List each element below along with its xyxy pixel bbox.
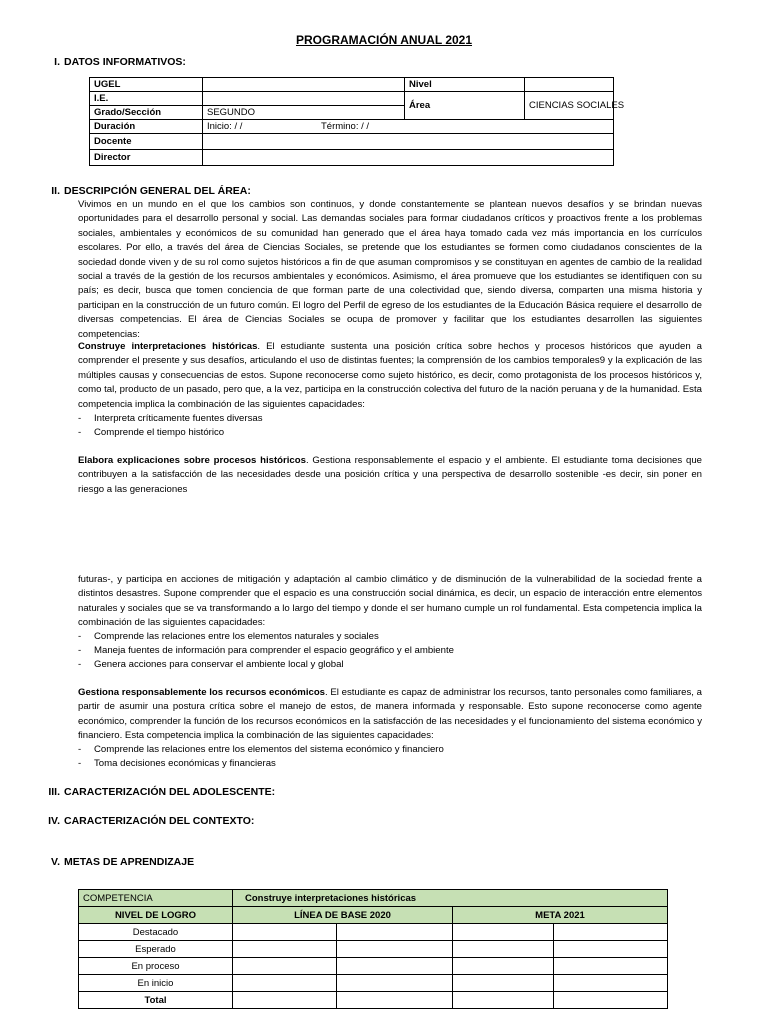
termino-date: Término: / / bbox=[321, 121, 370, 132]
section-2-heading: II. DESCRIPCIÓN GENERAL DEL ÁREA: bbox=[51, 185, 251, 197]
area-description-paragraph: Vivimos en un mundo en el que los cambios son continuos, y donde constantemente se plantean nuevos desafíos y se brindan nuevas oportunidades para el desarrollo personal y social. Las demandas sociales para formar ciudadanos críticos y proactivos frente a los problemas sociales, ambientales y económicos de su comunidad han generado que el área haya tomado cada vez más importancia en los currículos escolares. Por ello, a través del área de Ciencias Sociales, se pretende que los estudiantes se formen como ciudadanos conscientes de la sociedad donde viven y de su rol como sujetos históricos a fin de que asuman compromisos y se constituyan en agentes de cambio de la realidad social a través de la gestión de los recursos ambientales y económicos. Asimismo, el área promueve que los estudiantes se identifiquen con su país; es decir, busca que tomen conciencia de que forman parte de una colectividad que, siendo diversa, comparten una misma historia y participan en la construcción de un futuro común. El logro del Perfil de egreso de los estudiantes de la Educación Básica requiere el desarrollo de diversas competencias. El área de Ciencias Sociales se ocupa de promover y facilitar que los estudiantes desarrollen las siguientes competencias: bbox=[78, 199, 702, 340]
competency-2-text-a: . Gestiona responsablemente el espacio y el ambiente. El estudiante toma decisiones que contribuyen a la satisfacción de las necesidades desde una posición crítica y una perspectiva de desarrollo sostenible -es decir, sin poner en riesgo a las generaciones bbox=[78, 455, 703, 495]
duracion-value bbox=[203, 120, 614, 134]
competency-1-title: Construye interpretaciones históricas bbox=[78, 341, 258, 352]
competency-1-text: . El estudiante sustenta una posición crítica sobre hechos y procesos históricos que ayuden a comprender el presente y sus desafíos, articulando el uso de distintas fuentes; la comprensión de los cambios temporales9 y la explicación de las múltiples causas y consecuencias de estos. Supone reconocerse como sujeto histórico, es decir, como protagonista de los procesos históricos y, como tal, producto de un pasado, pero que, a la vez, participa en la construcción colectiva del futuro de la nación peruana y de la humanidad. Esta competencia implica la combinación de las siguientes capacidades: bbox=[78, 341, 702, 410]
ugel-value[interactable] bbox=[203, 78, 405, 92]
table-row: En inicio bbox=[79, 975, 668, 992]
capability-item: - Comprende las relaciones entre los elementos naturales y sociales bbox=[78, 631, 379, 642]
grado-value: SEGUNDO bbox=[203, 106, 405, 120]
ie-label: I.E. bbox=[90, 92, 203, 106]
competencia-value: Construye interpretaciones históricas bbox=[233, 890, 668, 907]
competency-2-paragraph-part-b: futuras-, y participa en acciones de mitigación y adaptación al cambio climático y de disminución de la vulnerabilidad de la sociedad frente a distintos desastres. Supone comprender que el espacio es una construcción social dinámica, es decir, un espacio de interacción entre elementos naturales y sociales que se va transformando a lo largo del tiempo y donde el ser humano cumple un rol fundamental. Esta competencia implica la combinación de las siguientes capacidades: bbox=[78, 574, 702, 629]
competency-1-paragraph bbox=[78, 340, 702, 412]
meta-header: META 2021 bbox=[453, 907, 668, 924]
nivel-label: Nivel bbox=[405, 78, 525, 92]
capability-item: - Comprende el tiempo histórico bbox=[78, 427, 225, 438]
competency-2-paragraph-part-a bbox=[78, 454, 702, 497]
ugel-label: UGEL bbox=[90, 78, 203, 92]
nivel-logro-header: NIVEL DE LOGRO bbox=[79, 907, 233, 924]
ie-value[interactable] bbox=[203, 92, 405, 106]
datos-informativos-table bbox=[89, 77, 625, 166]
inicio-date: Inicio: / / bbox=[207, 121, 243, 132]
grado-label: Grado/Sección bbox=[90, 106, 203, 120]
section-4-heading: IV. CARACTERIZACIÓN DEL CONTEXTO: bbox=[48, 815, 255, 827]
table-row: Total bbox=[79, 992, 668, 1009]
competency-3-title: Gestiona responsablemente los recursos económicos bbox=[78, 687, 326, 698]
competency-2-title: Elabora explicaciones sobre procesos históricos bbox=[78, 455, 306, 466]
area-label: Área bbox=[405, 92, 525, 120]
section-5-heading: V. METAS DE APRENDIZAJE bbox=[51, 856, 195, 868]
capability-item: - Comprende las relaciones entre los elementos del sistema económico y financiero bbox=[78, 744, 444, 755]
area-value: CIENCIAS SOCIALES bbox=[525, 92, 614, 120]
table-row: Destacado bbox=[79, 924, 668, 941]
nivel-value[interactable] bbox=[525, 78, 614, 92]
docente-label: Docente bbox=[90, 134, 203, 150]
docente-value[interactable] bbox=[203, 134, 614, 150]
section-1-heading: I. DATOS INFORMATIVOS: bbox=[54, 56, 186, 68]
table-row: En proceso bbox=[79, 958, 668, 975]
capability-item: - Maneja fuentes de información para comprender el espacio geográfico y el ambiente bbox=[78, 645, 454, 656]
capability-item: - Genera acciones para conservar el ambiente local y global bbox=[78, 659, 344, 670]
competencia-label: COMPETENCIA bbox=[79, 890, 233, 907]
director-value[interactable] bbox=[203, 150, 614, 166]
director-label: Director bbox=[90, 150, 203, 166]
table-row: Esperado bbox=[79, 941, 668, 958]
metas-aprendizaje-table bbox=[78, 889, 668, 1009]
duracion-label: Duración bbox=[90, 120, 203, 134]
capability-item: - Interpreta críticamente fuentes diversas bbox=[78, 413, 263, 424]
competency-3-text: . El estudiante es capaz de administrar los recursos, tanto personales como familiares, a partir de asumir una postura crítica sobre el manejo de estos, de manera informada y responsable. Esto supone reconocerse como agente económico, comprender la función de los recursos económicos en la satisfacción de las necesidades y el funcionamiento del sistema económico y financiero. Esta competencia implica la combinación de las siguientes capacidades: bbox=[78, 687, 702, 742]
linea-base-header: LÍNEA DE BASE 2020 bbox=[233, 907, 453, 924]
document-title: PROGRAMACIÓN ANUAL 2021 bbox=[295, 33, 473, 47]
competency-3-paragraph bbox=[78, 686, 702, 744]
capability-item: - Toma decisiones económicas y financieras bbox=[78, 758, 276, 769]
section-3-heading: III. CARACTERIZACIÓN DEL ADOLESCENTE: bbox=[48, 786, 276, 798]
